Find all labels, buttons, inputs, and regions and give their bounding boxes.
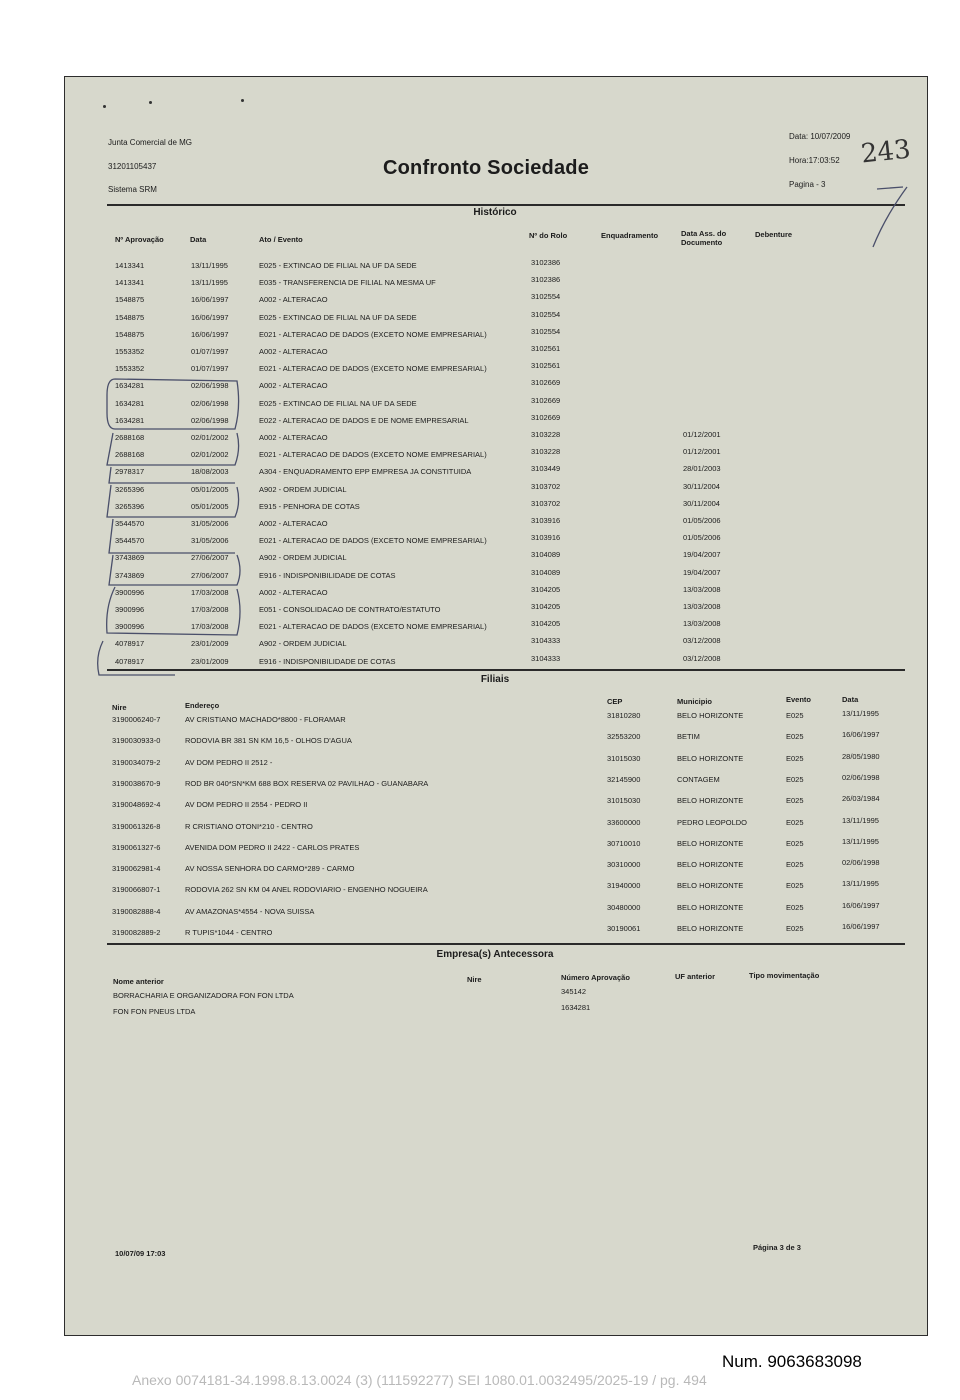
table-row: [65, 326, 929, 344]
cell-rolo: 3102669: [531, 378, 561, 388]
cell-data-ass: 19/04/2007: [683, 550, 721, 560]
cell-data: 16/06/1997: [191, 295, 229, 305]
cell-ato: E025 - EXTINCAO DE FILIAL NA UF DA SEDE: [259, 312, 417, 322]
cell-data: 31/05/2006: [191, 536, 229, 546]
cell-aprovacao: 2978317: [115, 467, 145, 477]
cell-data: 02/06/1998: [191, 398, 229, 408]
cell-aprovacao: 1413341: [115, 261, 145, 270]
cell-data: 31/05/2006: [191, 519, 229, 528]
cell-aprovacao: 4078917: [115, 656, 145, 666]
cell-rolo: 3102669: [531, 395, 561, 405]
cell-evento: E025: [786, 860, 804, 870]
cell-data: 05/01/2005: [191, 484, 229, 494]
cell-nome-anterior: BORRACHARIA E ORGANIZADORA FON FON LTDA: [113, 991, 294, 1000]
antecessora-title: Empresa(s) Antecessora: [436, 949, 554, 960]
table-row: [65, 584, 929, 602]
cell-data-filial: 13/11/1995: [842, 815, 879, 825]
table-row: [65, 430, 929, 447]
cell-numero-aprovacao: 1634281: [561, 1003, 591, 1012]
header-divider: [107, 204, 905, 206]
cell-nire: 3190061327-6: [112, 842, 161, 852]
cell-data: 05/01/2005: [191, 501, 229, 511]
cell-ato: A902 - ORDEM JUDICIAL: [259, 639, 347, 649]
table-row: [65, 879, 929, 899]
cell-rolo: 3102561: [531, 361, 561, 371]
cell-aprovacao: 1413341: [115, 278, 145, 288]
cell-data: 01/07/1997: [191, 364, 229, 374]
cell-aprovacao: 1634281: [115, 398, 145, 408]
filiais-title: Filiais: [480, 674, 510, 685]
col-municipio: Municipio: [677, 697, 712, 706]
cell-ato: E915 - PENHORA DE COTAS: [259, 501, 360, 511]
cell-endereco: AV DOM PEDRO II 2554 - PEDRO II: [185, 800, 308, 810]
cell-endereco: AV AMAZONAS*4554 - NOVA SUISSA: [185, 906, 315, 916]
cell-aprovacao: 1634281: [115, 381, 145, 391]
table-row: [65, 602, 929, 619]
cell-aprovacao: 3900996: [115, 605, 145, 614]
cell-rolo: 3104205: [531, 619, 561, 629]
col-aprovacao: Nº Aprovação: [115, 235, 164, 244]
cell-municipio: BELO HORIZONTE: [677, 860, 744, 870]
cell-endereco: ROD BR 040*SN*KM 688 BOX RESERVA 02 PAVILHAO - GUANABARA: [185, 778, 429, 788]
handwritten-number: 243: [859, 134, 913, 170]
cell-nire: 3190006240-7: [112, 715, 161, 724]
cell-data: 13/11/1995: [191, 278, 228, 288]
cell-ato: E035 - TRANSFERENCIA DE FILIAL NA MESMA UF: [259, 278, 436, 288]
table-row: [65, 922, 929, 942]
cell-data-ass: 13/03/2008: [683, 619, 721, 629]
cell-aprovacao: 1553352: [115, 347, 145, 356]
cell-cep: 31015030: [607, 753, 641, 763]
cell-ato: A002 - ALTERACAO: [259, 587, 328, 597]
cell-data-ass: 30/11/2004: [683, 498, 720, 508]
cell-ato: E022 - ALTERACAO DE DADOS E DE NOME EMPRESARIAL: [259, 415, 469, 425]
cell-aprovacao: 1634281: [115, 415, 145, 425]
cell-data-ass: 03/12/2008: [683, 653, 721, 663]
cell-evento: E025: [786, 753, 804, 763]
table-row: [65, 987, 929, 1005]
header-time: Hora:17:03:52: [789, 156, 840, 165]
cell-aprovacao: 1548875: [115, 312, 145, 322]
cell-ato: A002 - ALTERACAO: [259, 519, 328, 528]
cell-data: 13/11/1995: [191, 261, 228, 270]
col-tipo-movimentacao: Tipo movimentação: [749, 971, 820, 980]
cell-data: 23/01/2009: [191, 639, 229, 649]
cell-data: 27/06/2007: [191, 570, 229, 580]
cell-ato: E051 - CONSOLIDACAO DE CONTRATO/ESTATUTO: [259, 605, 441, 614]
system-name: Sistema SRM: [108, 185, 157, 194]
historico-title: Histórico: [473, 207, 517, 218]
cell-data-ass: 28/01/2003: [683, 464, 721, 474]
table-row: [65, 858, 929, 878]
table-row: [65, 900, 929, 921]
col-uf-anterior: UF anterior: [675, 972, 716, 981]
cell-ato: E021 - ALTERACAO DE DADOS (EXCETO NOME EMPRESARIAL): [259, 622, 487, 632]
cell-cep: 30480000: [607, 902, 641, 912]
table-row: [65, 772, 929, 793]
cell-nire: 3190061326-8: [112, 821, 161, 831]
footer-datetime: 10/07/09 17:03: [115, 1249, 166, 1258]
cell-aprovacao: 3544570: [115, 519, 145, 528]
cell-aprovacao: 4078917: [115, 639, 145, 649]
col-cep: CEP: [607, 697, 623, 706]
cell-rolo: 3102669: [531, 412, 561, 422]
cell-aprovacao: 2688168: [115, 450, 145, 460]
cell-data-filial: 16/06/1997: [842, 922, 880, 931]
cell-endereco: RODOVIA 262 SN KM 04 ANEL RODOVIARIO - ENGENHO NOGUEIRA: [185, 885, 428, 895]
cell-evento: E025: [786, 902, 804, 912]
cell-aprovacao: 3900996: [115, 622, 145, 632]
col-numero-aprovacao: Número Aprovação: [561, 973, 630, 982]
cell-cep: 31940000: [607, 881, 641, 891]
cell-data-ass: 03/12/2008: [683, 636, 721, 646]
cell-data-filial: 13/11/1995: [842, 836, 879, 846]
cell-data: 02/01/2002: [191, 433, 229, 442]
table-row: [65, 836, 929, 857]
cell-rolo: 3102386: [531, 275, 561, 285]
cell-data: 17/03/2008: [191, 622, 229, 632]
cell-municipio: BELO HORIZONTE: [677, 838, 744, 848]
table-row: [65, 378, 929, 395]
cell-rolo: 3102554: [531, 309, 561, 319]
col-data: Data: [190, 235, 207, 244]
cell-aprovacao: 1548875: [115, 295, 145, 305]
cell-municipio: BELO HORIZONTE: [677, 796, 744, 806]
cell-rolo: 3102554: [531, 292, 561, 302]
cell-endereco: R TUPIS*1044 - CENTRO: [185, 928, 273, 937]
cell-ato: A304 - ENQUADRAMENTO EPP EMPRESA JA CONSTITUIDA: [259, 467, 472, 477]
cell-data: 02/06/1998: [191, 415, 229, 425]
cell-ato: A902 - ORDEM JUDICIAL: [259, 484, 347, 494]
cell-aprovacao: 1553352: [115, 364, 145, 374]
cell-evento: E025: [786, 838, 804, 848]
col-data-ass: Data Ass. do Documento: [681, 229, 727, 247]
cell-evento: E025: [786, 817, 804, 827]
cell-data: 18/08/2003: [191, 467, 229, 477]
cell-rolo: 3103449: [531, 464, 561, 474]
cell-endereco: AV CRISTIANO MACHADO*8800 - FLORAMAR: [185, 715, 346, 724]
cell-data-filial: 16/06/1997: [842, 730, 880, 740]
table-row: [65, 275, 929, 292]
filiais-divider: [107, 943, 905, 945]
cell-data: 17/03/2008: [191, 605, 229, 614]
sei-reference: Anexo 0074181-34.1998.8.13.0024 (3) (111592277) SEI 1080.01.0032495/2025-19 / pg. 494: [132, 1372, 707, 1388]
header-date: Data: 10/07/2009: [789, 132, 851, 141]
page-title: Confronto Sociedade: [383, 157, 590, 179]
cell-ato: E025 - EXTINCAO DE FILIAL NA UF DA SEDE: [259, 398, 417, 408]
table-row: [65, 636, 929, 653]
cell-municipio: CONTAGEM: [677, 774, 720, 784]
cell-numero-aprovacao: 345142: [561, 987, 587, 996]
cell-ato: E916 - INDISPONIBILIDADE DE COTAS: [259, 570, 396, 580]
cell-aprovacao: 3265396: [115, 501, 145, 511]
cell-aprovacao: 3743869: [115, 570, 145, 580]
table-row: [65, 395, 929, 413]
cell-ato: E021 - ALTERACAO DE DADOS (EXCETO NOME EMPRESARIAL): [259, 450, 487, 460]
cell-ato: E021 - ALTERACAO DE DADOS (EXCETO NOME EMPRESARIAL): [259, 364, 487, 374]
cell-ato: E021 - ALTERACAO DE DADOS (EXCETO NOME EMPRESARIAL): [259, 329, 487, 339]
cell-evento: E025: [786, 924, 804, 933]
cell-municipio: BELO HORIZONTE: [677, 924, 744, 933]
table-row: [65, 533, 929, 550]
company-code: 31201105437: [108, 162, 157, 171]
cell-ato: A902 - ORDEM JUDICIAL: [259, 553, 347, 563]
cell-evento: E025: [786, 732, 804, 742]
cell-municipio: BELO HORIZONTE: [677, 711, 744, 720]
cell-municipio: BELO HORIZONTE: [677, 753, 744, 763]
cell-municipio: BETIM: [677, 732, 700, 742]
footer-page: Página 3 de 3: [753, 1243, 801, 1252]
cell-endereco: RODOVIA BR 381 SN KM 16,5 - OLHOS D'AGUA: [185, 736, 352, 746]
cell-rolo: 3104333: [531, 636, 561, 646]
col-evento: Evento: [786, 695, 812, 704]
cell-ato: A002 - ALTERACAO: [259, 295, 328, 305]
cell-municipio: BELO HORIZONTE: [677, 902, 744, 912]
table-row: [65, 309, 929, 327]
cell-ato: A002 - ALTERACAO: [259, 433, 328, 442]
col-debenture: Debenture: [755, 230, 793, 239]
cell-data-filial: 16/06/1997: [842, 900, 880, 910]
cell-cep: 31015030: [607, 796, 641, 806]
cell-cep: 31810280: [607, 711, 641, 720]
cell-endereco: AV NOSSA SENHORA DO CARMO*289 - CARMO: [185, 864, 355, 874]
cell-nire: 3190082888-4: [112, 906, 161, 916]
cell-data-ass: 01/12/2001: [683, 447, 721, 457]
table-row: [65, 1003, 929, 1021]
cell-aprovacao: 1548875: [115, 329, 145, 339]
cell-municipio: PEDRO LEOPOLDO: [677, 817, 748, 827]
cell-cep: 33600000: [607, 817, 641, 827]
table-row: [65, 292, 929, 309]
cell-rolo: 3103916: [531, 516, 561, 525]
col-data-filial: Data: [842, 695, 859, 704]
cell-data: 16/06/1997: [191, 329, 229, 339]
cell-cep: 30190061: [607, 924, 641, 933]
cell-data: 02/01/2002: [191, 450, 229, 460]
cell-rolo: 3103228: [531, 447, 561, 457]
table-row: [65, 567, 929, 585]
cell-rolo: 3102561: [531, 344, 561, 353]
cell-ato: E916 - INDISPONIBILIDADE DE COTAS: [259, 656, 396, 666]
cell-evento: E025: [786, 774, 804, 784]
historico-divider: [107, 669, 905, 671]
cell-data-filial: 02/06/1998: [842, 772, 880, 782]
cell-ato: E025 - EXTINCAO DE FILIAL NA UF DA SEDE: [259, 261, 417, 270]
cell-municipio: BELO HORIZONTE: [677, 881, 744, 891]
cell-data-ass: 01/05/2006: [683, 533, 721, 543]
cell-data-filial: 26/03/1984: [842, 794, 880, 804]
cell-ato: A002 - ALTERACAO: [259, 381, 328, 391]
table-row: [65, 815, 929, 836]
cell-cep: 32553200: [607, 732, 641, 742]
cell-endereco: R CRISTIANO OTONI*210 - CENTRO: [185, 821, 313, 831]
col-nire: Nire: [112, 703, 127, 712]
cell-endereco: AV DOM PEDRO II 2512 -: [185, 757, 273, 767]
table-row: [65, 751, 929, 772]
table-row: [65, 709, 929, 729]
cell-aprovacao: 3900996: [115, 587, 145, 597]
cell-data-ass: 30/11/2004: [683, 481, 720, 491]
col-ato-evento: Ato / Evento: [259, 235, 303, 244]
cell-rolo: 3102386: [531, 258, 561, 267]
cell-cep: 32145900: [607, 774, 641, 784]
cell-evento: E025: [786, 711, 804, 720]
table-row: [65, 794, 929, 814]
cell-cep: 30310000: [607, 860, 641, 870]
cell-evento: E025: [786, 881, 804, 891]
org-name: Junta Comercial de MG: [108, 138, 193, 147]
cell-data-filial: 02/06/1998: [842, 858, 880, 868]
cell-evento: E025: [786, 796, 804, 806]
table-row: [65, 412, 929, 430]
header-page: Pagina - 3: [789, 180, 826, 189]
cell-data: 23/01/2009: [191, 656, 229, 666]
table-row: [65, 730, 929, 750]
table-row: [65, 550, 929, 567]
table-row: [65, 464, 929, 481]
cell-data-ass: 13/03/2008: [683, 602, 721, 611]
document-page: [64, 76, 928, 1336]
cell-nire: 3190082889-2: [112, 928, 161, 937]
cell-aprovacao: 3743869: [115, 553, 145, 563]
cell-aprovacao: 2688168: [115, 433, 145, 442]
cell-data-filial: 13/11/1995: [842, 879, 879, 889]
cell-endereco: AVENIDA DOM PEDRO II 2422 - CARLOS PRATES: [185, 842, 360, 852]
cell-rolo: 3104205: [531, 602, 561, 611]
table-row: [65, 361, 929, 378]
cell-ato: E021 - ALTERACAO DE DADOS (EXCETO NOME EMPRESARIAL): [259, 536, 487, 546]
cell-cep: 30710010: [607, 838, 641, 848]
cell-nire: 3190034079-2: [112, 757, 161, 767]
cell-data-filial: 13/11/1995: [842, 709, 879, 718]
cell-data-ass: 01/05/2006: [683, 516, 721, 525]
cell-data-filial: 28/05/1980: [842, 751, 880, 761]
document-number: Num. 9063683098: [722, 1352, 862, 1371]
cell-ato: A002 - ALTERACAO: [259, 347, 328, 356]
col-nome-anterior: Nome anterior: [113, 977, 164, 986]
cell-rolo: 3104089: [531, 550, 561, 560]
cell-rolo: 3102554: [531, 326, 561, 336]
cell-nire: 3190038670-9: [112, 778, 161, 788]
table-row: [65, 498, 929, 516]
cell-aprovacao: 3265396: [115, 484, 145, 494]
cell-rolo: 3104333: [531, 653, 561, 663]
cell-rolo: 3103228: [531, 430, 561, 439]
slash-mark: [873, 187, 907, 247]
cell-data: 01/07/1997: [191, 347, 229, 356]
cell-nire: 3190066807-1: [112, 885, 161, 895]
cell-rolo: 3103702: [531, 498, 561, 508]
cell-rolo: 3103916: [531, 533, 561, 543]
col-endereco: Endereço: [185, 701, 220, 710]
col-rolo: Nº do Rolo: [529, 231, 568, 240]
cell-data-ass: 19/04/2007: [683, 567, 721, 577]
col-enquadramento: Enquadramento: [601, 231, 659, 240]
col-nire-ant: Nire: [467, 975, 482, 984]
cell-aprovacao: 3544570: [115, 536, 145, 546]
cell-nome-anterior: FON FON PNEUS LTDA: [113, 1007, 196, 1016]
table-row: [65, 258, 929, 275]
cell-data: 02/06/1998: [191, 381, 229, 391]
cell-rolo: 3104205: [531, 584, 561, 594]
table-row: [65, 447, 929, 464]
cell-nire: 3190062981-4: [112, 864, 161, 874]
cell-nire: 3190048692-4: [112, 800, 161, 810]
cell-data: 16/06/1997: [191, 312, 229, 322]
cell-rolo: 3103702: [531, 481, 561, 491]
cell-data-ass: 13/03/2008: [683, 584, 721, 594]
cell-rolo: 3104089: [531, 567, 561, 577]
cell-data-ass: 01/12/2001: [683, 430, 721, 439]
table-row: [65, 516, 929, 533]
table-row: [65, 344, 929, 361]
cell-data: 27/06/2007: [191, 553, 229, 563]
table-row: [65, 481, 929, 499]
table-row: [65, 619, 929, 636]
cell-nire: 3190030933-0: [112, 736, 161, 746]
cell-data: 17/03/2008: [191, 587, 229, 597]
